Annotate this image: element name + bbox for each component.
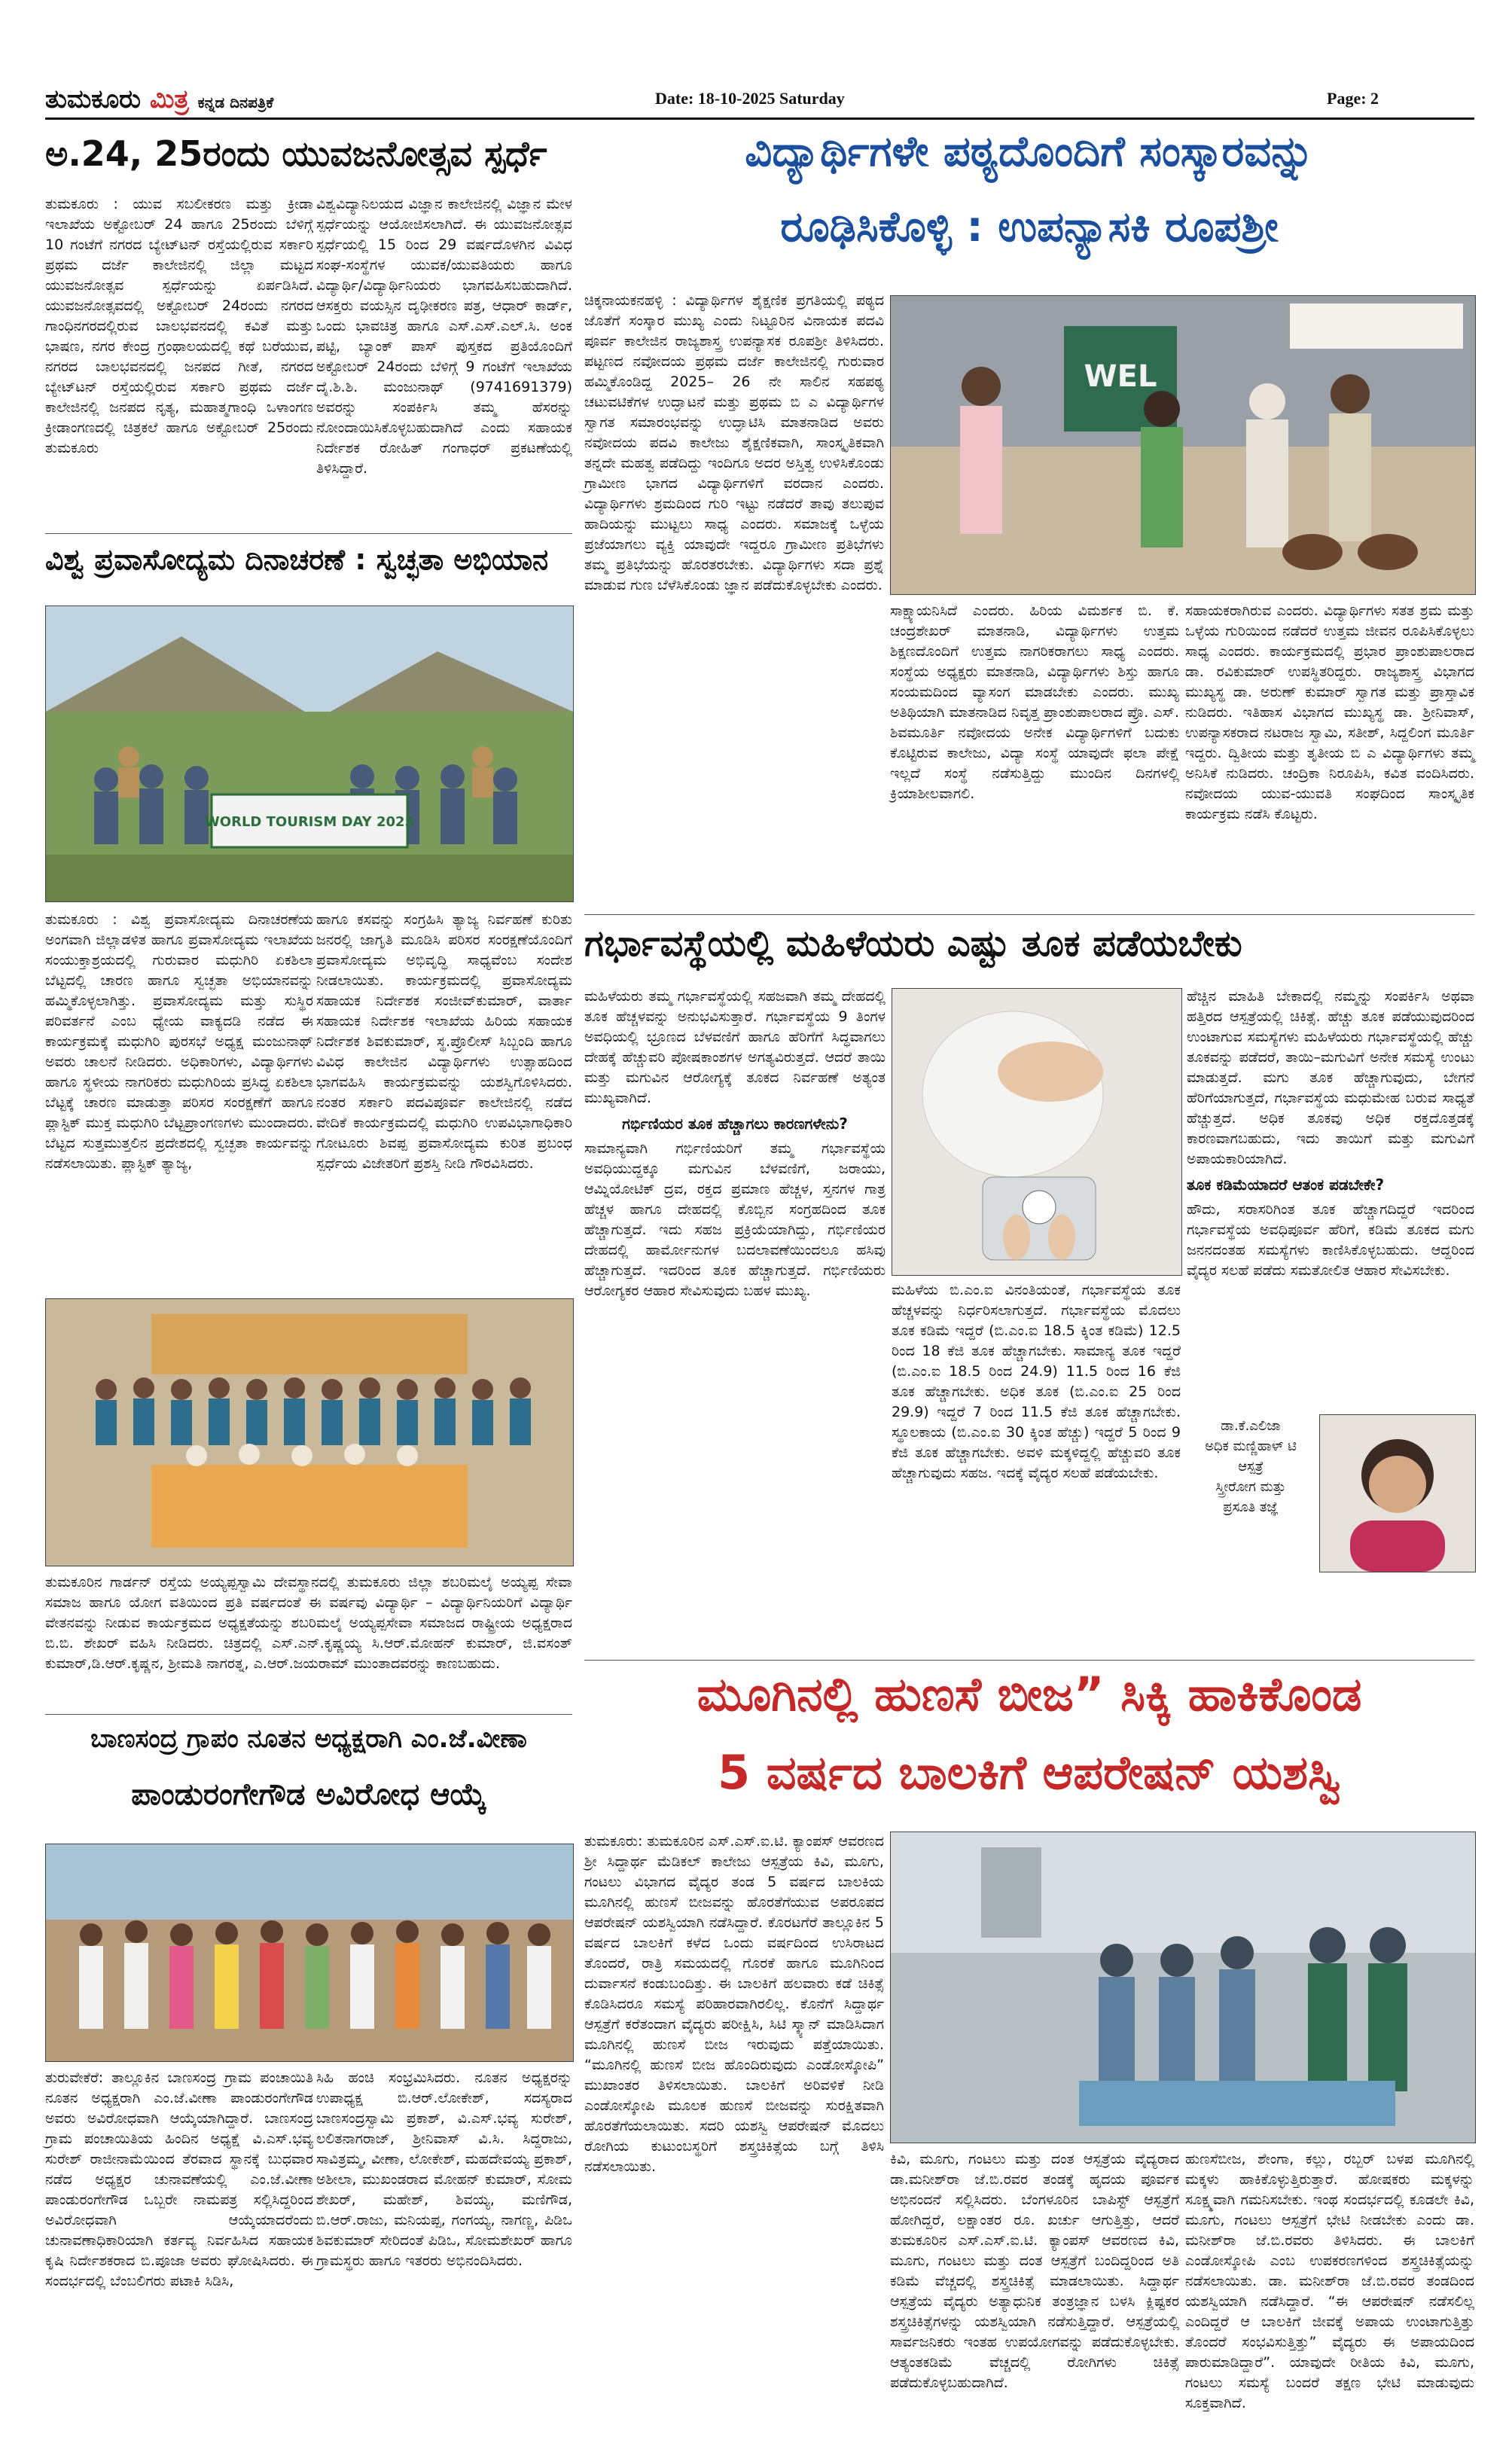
tourism-group-photo xyxy=(45,605,574,902)
youth-fest-col1: ತುಮಕೂರು : ಯುವ ಸಬಲೀಕರಣ ಮತ್ತು ಕ್ರೀಡಾ ಇಲಾಖೆಯ ಅಕ್ಟೋಬರ್ 24 ಹಾಗೂ 25ರಂದು ಬೆಳಿಗ್ಗೆ 10 ಗಂಟೆಗೆ ನಗರದ ಬ್ಯೇಟ್‌ಟನ್ ರಸ್ತೆಯಲ್ಲಿರುವ ಸರ್ಕಾರಿ ಪ್ರಥಮ ದರ್ಜೆ ಕಾಲೇಜಿನಲ್ಲಿ ಜಿಲ್ಲಾ ಮಟ್ಟದ ಯುವಜನೋತ್ಸವ ಸ್ಪರ್ಧೆಯನ್ನು ಏರ್ಪಡಿಸಿದೆ. ಯುವಜನೋತ್ಸವದಲ್ಲಿ ಅಕ್ಟೋಬರ್ 24ರಂದು ನಗರದ ಗಾಂಧಿನಗರದಲ್ಲಿರುವ ಬಾಲಭವನದಲ್ಲಿ ಕವಿತೆ ಮತ್ತು ಭಾಷಣ, ನಗರ ಕೇಂದ್ರ ಗ್ರಂಥಾಲಯದಲ್ಲಿ ಕಥೆ ಬರೆಯುವ, ನಗರದ ಬಾಲಭವನದಲ್ಲಿ ಜನಪದ ಗೀತೆ, ನಗರದ ಬ್ಯೇಟ್‌ಟನ್ ರಸ್ತೆಯಲ್ಲಿರುವ ಸರ್ಕಾರಿ ಪ್ರಥಮ ದರ್ಜೆ ಕಾಲೇಜಿನಲ್ಲಿ ಜನಪದ ನೃತ್ಯ, ಮಹಾತ್ಮಗಾಂಧಿ ಒಳಾಂಗಣ ಕ್ರೀಡಾಂಗಣದಲ್ಲಿ ಚಿತ್ರಕಲೆ ಹಾಗೂ ಅಕ್ಟೋಬರ್ 25ರಂದು ತುಮಕೂರು xyxy=(45,196,313,456)
newspaper-masthead xyxy=(45,84,273,114)
divider xyxy=(45,1714,572,1715)
ayyappa-caption: ತುಮಕೂರಿನ ಗಾರ್ಡನ್ ರಸ್ತೆಯ ಅಯ್ಯಪ್ಪಸ್ವಾಮಿ ದೇವಸ್ಥಾನದಲ್ಲಿ ತುಮಕೂರು ಜಿಲ್ಲಾ ಶಬರಿಮಲೈ ಅಯ್ಯಪ್ಪ ಸೇವಾ ಸಮಾಜ ಹಾಗೂ ಯೋಗ ವತಿಯಿಂದ ಪ್ರತಿ ವರ್ಷದಂತೆ ಈ ವರ್ಷವು ವಿದ್ಯಾರ್ಥಿ – ವಿದ್ಯಾರ್ಥಿನಿಯರಿಗೆ ವಿದ್ಯಾರ್ಥಿ ವೇತನವನ್ನು ನೀಡುವ ಕಾರ್ಯಕ್ರಮದ ಅಧ್ಯಕ್ಷತೆಯನ್ನು ಶಬರಿಮಲೈ ಅಯ್ಯಪ್ಪಸೇವಾ ಸಮಾಜದ ರಾಷ್ಟ್ರೀಯ ಅಧ್ಯಕ್ಷರಾದ ಬಿ.ಬಿ. ಶೇಖರ್ ವಹಿಸಿ ನೀಡಿದರು. ಚಿತ್ರದಲ್ಲಿ ಎಸ್.ಎನ್.ಕೃಷ್ಣಯ್ಯ ಸಿ.ಆರ್.ಮೋಹನ್ ಕುಮಾರ್, ಜಿ.ವಸಂತ್ ಕುಮಾರ್,ಡಿ.ಆರ್.ಕೃಷ್ಣನ, ಶ್ರೀಮತಿ ನಾಗರತ್ನ, ಎ.ಆರ್.ಜಯರಾಮ್ ಮುಂತಾದವರನ್ನು ಕಾಣಬಹುದು. xyxy=(45,1574,572,1672)
doctor-hospital: ಅಧಿಕ ಮಣ್ಣಿಹಾಳ್ ಟಿ xyxy=(1205,1438,1297,1454)
tourism-photo-illustration xyxy=(46,606,573,901)
masthead-name-black: ತುಮಕೂರು xyxy=(45,84,141,114)
headline-tourism: ವಿಶ್ವ ಪ್ರವಾಸೋದ್ಯಮ ದಿನಾಚರಣೆ : ಸ್ವಚ್ಛತಾ ಅಭಿಯಾನ xyxy=(45,543,549,576)
bansandra-group-photo xyxy=(45,1844,574,2062)
pregnancy-intro: ಮಹಿಳೆಯರು ತಮ್ಮ ಗರ್ಭಾವಸ್ಥೆಯಲ್ಲಿ ಸಹಜವಾಗಿ ತಮ್ಮ ದೇಹದಲ್ಲಿ ತೂಕ ಹೆಚ್ಚಳವನ್ನು ಅನುಭವಿಸುತ್ತಾರೆ. ಗರ್ಭಾವಸ್ಥೆಯ 9 ತಿಂಗಳ ಅವಧಿಯಲ್ಲಿ ಭ್ರೂಣದ ಬೆಳವಣಿಗೆ ಹಾಗೂ ಹೆರಿಗೆಗೆ ಸಿದ್ಧವಾಗಲು ದೇಹಕ್ಕೆ ಹೆಚ್ಚುವರಿ ಪೋಷಕಾಂಶಗಳ ಅಗತ್ಯವಿರುತ್ತದೆ. ಆದರೆ ತಾಯಿ ಮತ್ತು ಮಗುವಿನ ಆರೋಗ್ಯಕ್ಕೆ ತೂಕದ ನಿರ್ವಹಣೆ ಅತ್ಯಂತ ಮುಖ್ಯವಾಗಿದೆ. xyxy=(584,988,886,1106)
issue-date: Date: 18-10-2025 Saturday xyxy=(655,89,845,108)
vidyarthi-col-mid: ಸಾಕ್ಷ್ಯಾಯನಿಸಿದೆ ಎಂದರು. ಹಿರಿಯ ವಿಮರ್ಶಕ ಬಿ. ಕೆ. ಚಂದ್ರಶೇಖರ್ ಮಾತನಾಡಿ, ವಿದ್ಯಾರ್ಥಿಗಳು ಉತ್ತಮ ಶಿಕ್ಷಣದೊಂದಿಗೆ ಉತ್ತಮ ನಾಗರಿಕರಾಗಲು ಸಾಧ್ಯ ಎಂದರು. ಸಂಸ್ಥೆಯ ಅಧ್ಯಕ್ಷರು ಮಾತನಾಡಿ, ವಿದ್ಯಾರ್ಥಿಗಳು ಶಿಸ್ತು ಹಾಗೂ ಸಂಯಮದಿಂದ ವ್ಯಾಸಂಗ ಮಾಡಬೇಕು ಎಂದರು. ಮುಖ್ಯ ಅತಿಥಿಯಾಗಿ ಮಾತನಾಡಿದ ನಿವೃತ್ತ ಪ್ರಾಂಶುಪಾಲರಾದ ಪ್ರೊ. ಎಸ್. ಶಿವಮೂರ್ತಿ ನವೋದಯ ಅನೇಕ ವಿದ್ಯಾರ್ಥಿಗಳಿಗೆ ಬದುಕು ಕೊಟ್ಟಿರುವ ಕಾಲೇಜು, ವಿದ್ಯಾ ಸಂಸ್ಥೆ ಯಾವುದೇ ಫಲಾ ಪೇಕ್ಷೆ ಇಲ್ಲದೆ ಸಂಸ್ಥೆ ನಡೆಸುತ್ತಿದ್ದು ಮುಂದಿನ ದಿನಗಳಲ್ಲಿ ಕ್ರಿಯಾಶೀಲವಾಗಲಿ. xyxy=(890,602,1179,802)
doctor-portrait-illustration xyxy=(1320,1415,1475,1572)
divider xyxy=(45,533,572,534)
pregnancy-photo-illustration xyxy=(892,989,1181,1275)
divider xyxy=(584,914,1474,915)
vidyarthi-event-photo xyxy=(890,295,1476,595)
seed-col2: ಕಿವಿ, ಮೂಗು, ಗಂಟಲು ಮತ್ತು ದಂತ ಆಸ್ಪತ್ರೆಯ ವೈದ್ಯರಾದ ಡಾ.ಮನೀಶ್‌ರಾ ಜೆ.ಬಿ.ರವರ ತಂಡಕ್ಕೆ ಹೃದಯ ಪೂರ್ವಕ ಅಭಿನಂದನೆ ಸಲ್ಲಿಸಿದರು. ಬೆಂಗಳೂರಿನ ಬಾಪಿಸ್ಟ್ ಆಸ್ಪತ್ರೆಗೆ ಹೋಗಿದ್ದರೆ, ಲಕ್ಷಾಂತರ ರೂ. ಖರ್ಚು ಆಗುತ್ತಿತ್ತು, ಆದರೆ ತುಮಕೂರಿನ ಎಸ್.ಎಸ್.ಐ.ಟಿ. ಕ್ಯಾಂಪಸ್ ಆವರಣದ ಕಿವಿ, ಮೂಗು, ಗಂಟಲು ಮತ್ತು ದಂತ ಆಸ್ಪತ್ರೆಗೆ ಬಂದಿದ್ದರಿಂದ ಅತಿ ಕಡಿಮೆ ವೆಚ್ಚದಲ್ಲಿ ಶಸ್ತ್ರಚಿಕಿತ್ಸೆ ಮಾಡಲಾಯಿತು. ಸಿದ್ದಾರ್ಥ ಆಸ್ಪತ್ರೆಯ ವೈದ್ಯರು ಅತ್ಯಾಧುನಿಕ ತಂತ್ರಜ್ಞಾನ ಬಳಸಿ ಕ್ಲಿಷ್ಟಕರ ಶಸ್ತ್ರಚಿಕಿತ್ಸೆಗಳನ್ನು ಯಶಸ್ವಿಯಾಗಿ ನಡೆಸುತ್ತಿದ್ದಾರೆ. ಆಸ್ಪತ್ರೆಯಲ್ಲಿ ಸಾರ್ವಜನಿಕರು ಇಂತಹ ಉಪಯೋಗವನ್ನು ಪಡೆದುಕೊಳ್ಳಬೇಕು. ಆತ್ಯಂತಕಡಿಮೆ ವೆಚ್ಚದಲ್ಲಿ ರೋಗಿಗಳು ಚಿಕಿತ್ಸೆ ಪಡೆದುಕೊಳ್ಳಬಹುದಾಗಿದೆ. xyxy=(890,2151,1179,2391)
doctor-portrait xyxy=(1319,1414,1476,1572)
board-text: WEL xyxy=(1084,359,1157,394)
page-number: Page: 2 xyxy=(1327,89,1379,108)
pregnancy-body: ಸಾಮಾನ್ಯವಾಗಿ ಗರ್ಭಿಣಿಯರಿಗೆ ತಮ್ಮ ಗರ್ಭಾವಸ್ಥೆಯ ಅವಧಿಯುದ್ದಕ್ಕೂ ಮಗುವಿನ ಬೆಳವಣಿಗೆ, ಜರಾಯು, ಆಮ್ನಿಯೋಟಿಕ್ ದ್ರವ, ರಕ್ತದ ಪ್ರಮಾಣ ಹೆಚ್ಚಳ, ಸ್ತನಗಳ ಗಾತ್ರ ಹೆಚ್ಚಳ ಹಾಗೂ ದೇಹದಲ್ಲಿ ಕೊಬ್ಬಿನ ಸಂಗ್ರಹದಿಂದ ತೂಕ ಹೆಚ್ಚಾಗುತ್ತದೆ. ಇದು ಸಹಜ ಪ್ರಕ್ರಿಯೆಯಾಗಿದ್ದು, ಗರ್ಭಿಣಿಯರ ದೇಹದಲ್ಲಿ ಹಾರ್ಮೋನುಗಳ ಬದಲಾವಣೆಯಿಂದಲೂ ಹಸಿವು ಹೆಚ್ಚಾಗುತ್ತದೆ. ಇದರಿಂದ ತೂಕ ಹೆಚ್ಚಾಗುತ್ತದೆ. ಗರ್ಭಿಣಿಯರು ಆರೋಗ್ಯಕರ ಆಹಾರ ಸೇವಿಸುವುದು ಬಹಳ ಮುಖ್ಯ. xyxy=(584,1140,886,1299)
pregnancy-scale-photo xyxy=(892,988,1182,1276)
pregnancy-col1 xyxy=(584,987,886,1652)
vidyarthi-col-left-top: ಚಿಕ್ಕನಾಯಕನಹಳ್ಳಿ : ವಿದ್ಯಾರ್ಥಿಗಳ ಶೈಕ್ಷಣಿಕ ಪ್ರಗತಿಯಲ್ಲಿ ಪಠ್ಯದ ಜೊತೆಗೆ ಸಂಸ್ಕಾರ ಮುಖ್ಯ ಎಂದು ನಿಟ್ಟೂರಿನ ವಿನಾಯಕ ಪದವಿ ಪೂರ್ವ ಕಾಲೇಜಿನ ರಾಜ್ಯಶಾಸ್ತ್ರ ಉಪನ್ಯಾಸಕ ರೂಪಶ್ರೀ ತಿಳಿಸಿದರು. ಪಟ್ಟಣದ ನವೋದಯ ಪ್ರಥಮ ದರ್ಜೆ ಕಾಲೇಜಿನಲ್ಲಿ ಗುರುವಾರ ಹಮ್ಮಿಕೊಂಡಿದ್ದ 2025– 26 ನೇ ಸಾಲಿನ ಸಹಪಠ್ಯ ಚಟುವಟಿಕೆಗಳ ಉದ್ಘಾಟನೆ ಮತ್ತು ಪ್ರಥಮ ಬಿ ಎ ವಿದ್ಯಾರ್ಥಿಗಳ ಸ್ವಾಗತ ಸಮಾರಂಭವನ್ನು ಉದ್ಘಾಟಿಸಿ ಮಾತನಾಡಿದ ಅವರು ನವೋದಯ ಪದವಿ ಕಾಲೇಜು ಶೈಕ್ಷಣಿಕವಾಗಿ, ಸಾಂಸ್ಕೃತಿಕವಾಗಿ ತನ್ನದೇ ಮಹತ್ವ ಪಡೆದಿದ್ದು ಇಂದಿಗೂ ಅದರ ಅಸ್ತಿತ್ವ ಉಳಿಸಿಕೊಂಡು ಗ್ರಾಮೀಣ ಭಾಗದ ವಿದ್ಯಾರ್ಥಿಗಳಿಗೆ ವರದಾನ ಎಂದರು. ವಿದ್ಯಾರ್ಥಿಗಳು ಶ್ರಮದಿಂದ ಗುರಿ ಇಟ್ಟು ನಡೆದರೆ ತಾವು ತಲುಪುವ ಹಾದಿಯನ್ನು ಮುಟ್ಟಲು ಸಾಧ್ಯ ಎಂದರು. ಸಮಾಜಕ್ಕೆ ಒಳ್ಳೆಯ ಪ್ರಜೆಯಾಗಲು ವ್ಯಕ್ತಿ ಯಾವುದೇ ಇದ್ದರೂ ಗ್ರಾಮೀಣ ಪ್ರತಿಭೆಗಳು ತಮ್ಮ ಪ್ರತಿಭೆಯನ್ನು ಹೊರತರಬೇಕು. ವಿದ್ಯಾರ್ಥಿಗಳು ಸದಾ ಪ್ರಶ್ನೆ ಮಾಡುವ ಗುಣ ಬೆಳೆಸಿಕೊಂಡು ಜ್ಞಾನ ಪಡೆದುಕೊಳ್ಳಬೇಕು ಎಂದರು. xyxy=(584,292,884,593)
bansandra-col1: ತುರುವೇಕೆರೆ: ತಾಲ್ಲೂಕಿನ ಬಾಣಸಂದ್ರ ಗ್ರಾಮ ಪಂಚಾಯಿತಿ ನೂತನ ಅಧ್ಯಕ್ಷರಾಗಿ ಎಂ.ಜೆ.ವೀಣಾ ಪಾಂಡುರಂಗೇಗೌಡ ಅವರು ಅವಿರೋಧವಾಗಿ ಆಯ್ಕೆಯಾಗಿದ್ದಾರೆ. ಬಾಣಸಂದ್ರ ಗ್ರಾಮ ಪಂಚಾಯಿತಿಯ ಹಿಂದಿನ ಅಧ್ಯಕ್ಷೆ ವಿ.ಎಸ್.ಭವ್ಯ ಸುರೇಶ್ ರಾಜೀನಾಮೆಯಿಂದ ತೆರವಾದ ಸ್ಥಾನಕ್ಕೆ ಬುಧವಾರ ನಡೆದ ಅಧ್ಯಕ್ಷರ ಚುನಾವಣೆಯಲ್ಲಿ ಎಂ.ಜೆ.ವೀಣಾ ಪಾಂಡುರಂಗೇಗೌಡ ಒಬ್ಬರೇ ನಾಮಪತ್ರ ಸಲ್ಲಿಸಿದ್ದರಿಂದ ಅವಿರೋಧವಾಗಿ ಆಯ್ಕೆಯಾದರೆಂದು ಚುನಾವಣಾಧಿಕಾರಿಯಾಗಿ ಕರ್ತವ್ಯ ನಿರ್ವಹಿಸಿದ ಸಹಾಯಕ ಕೃಷಿ ನಿರ್ದೇಶಕರಾದ ಬಿ.ಪೂಜಾ ಅವರು ಘೋಷಿಸಿದರು. ಈ ಸಂದರ್ಭದಲ್ಲಿ ಬೆಂಬಲಿಗರು ಪಟಾಕಿ ಸಿಡಿಸಿ, xyxy=(45,2069,313,2289)
ayyappa-scholarship-photo xyxy=(45,1298,574,1566)
bansandra-photo-illustration xyxy=(46,1844,573,2061)
bansandra-col2: ಸಿಹಿ ಹಂಚಿ ಸಂಭ್ರಮಿಸಿದರು. ನೂತನ ಅಧ್ಯಕ್ಷರನ್ನು ಉಪಾಧ್ಯಕ್ಷ ಬಿ.ಆರ್.ಲೋಕೇಶ್, ಸದಸ್ಯರಾದ ಬಾಣಸಂದ್ರಸ್ವಾಮಿ ಪ್ರಕಾಶ್, ವಿ.ಎಸ್.ಭವ್ಯ ಸುರೇಶ್, ಲಲಿತನಾಗರಾಜ್, ಶ್ರೀನಿವಾಸ್ ವಿ.ಸಿ. ಸಿದ್ದರಾಜು, ಸಾವಿತ್ರಮ್ಮ, ವೀಣಾ, ಲೋಕೇಶ್, ಮಹದೇವಯ್ಯ ಪ್ರಕಾಶ್, ಅಶೀಲಾ, ಮುಖಂಡರಾದ ಮೋಹನ್ ಕುಮಾರ್, ಸೋಮ ಶೇಖರ್, ಮಹೇಶ್, ಶಿವಯ್ಯ, ಮಣಿಗೌಡ, ಬಿ.ಆರ್.ರಾಜು, ಮನಿಯಪ್ಪ, ಗಂಗಯ್ಯ, ನಾಗಣ್ಣ, ಪಿಡಿಒ ಶಿವಕುಮಾರ್ ಸೇರಿದಂತೆ ಪಿಡಿಒ, ಸೋಮಶೇಖರ್ ಹಾಗೂ ಗ್ರಾಮಸ್ಥರು ಹಾಗೂ ಇತರರು ಅಭಿನಂದಿಸಿದರು. xyxy=(316,2069,572,2269)
doctor-dept: ಸ್ತ್ರೀರೋಗ ಮತ್ತು xyxy=(1215,1479,1286,1495)
operation-theatre-photo xyxy=(890,1832,1476,2143)
headline-vidyarthi-line2: ರೂಢಿಸಿಕೊಳ್ಳಿ : ಉಪನ್ಯಾಸಕಿ ರೂಪಶ್ರೀ xyxy=(780,203,1279,252)
doctor-name: ಡಾ.ಕೆ.ಎಲಿಜಾ xyxy=(1221,1418,1281,1434)
pregnancy-subhead2: ತೂಕ ಕಡಿಮೆಯಾದರೆ ಆತಂಕ ಪಡಬೇಕೇ? xyxy=(1187,1175,1385,1194)
tourism-col1: ತುಮಕೂರು : ವಿಶ್ವ ಪ್ರವಾಸೋದ್ಯಮ ದಿನಾಚರಣೆಯ ಅಂಗವಾಗಿ ಜಿಲ್ಲಾಡಳಿತ ಹಾಗೂ ಪ್ರವಾಸೋದ್ಯಮ ಇಲಾಖೆಯ ಸಂಯುಕ್ತಾಶ್ರಯದಲ್ಲಿ ಗುರುವಾರ ಮಧುಗಿರಿ ಏಕಶಿಲಾ ಬೆಟ್ಟದಲ್ಲಿ ಚಾರಣ ಹಾಗೂ ಸ್ವಚ್ಛತಾ ಅಭಿಯಾನವನ್ನು ಹಮ್ಮಿಕೊಳ್ಳಲಾಗಿತ್ತು. ಪ್ರವಾಸೋದ್ಯಮ ಮತ್ತು ಸುಸ್ಥಿರ ಪರಿವರ್ತನೆ ಎಂಬ ಧ್ಯೇಯ ವಾಕ್ಯದಡಿ ನಡೆದ ಈ ಕಾರ್ಯಕ್ರಮಕ್ಕೆ ಮಧುಗಿರಿ ಪುರಸಭೆ ಅಧ್ಯಕ್ಷ ಮಂಜುನಾಥ್ ಅವರು ಚಾಲನೆ ನೀಡಿದರು. ಅಧಿಕಾರಿಗಳು, ವಿದ್ಯಾರ್ಥಿಗಳು ಹಾಗೂ ಸ್ಥಳೀಯ ನಾಗರಿಕರು ಮಧುಗಿರಿಯ ಪ್ರಸಿದ್ಧ ಏಕಶಿಲಾ ಬೆಟ್ಟಕ್ಕೆ ಚಾರಣ ಮಾಡುತ್ತಾ ಪರಿಸರ ಸಂರಕ್ಷಣೆಗೆ ಹಾಗೂ ಪ್ಲಾಸ್ಟಿಕ್ ಮುಕ್ತ ಮಧುಗಿರಿ ಬೆಟ್ಟಪ್ರಾಂಗಣಗಳು ಮುಂದಾದರು. ಬೆಟ್ಟದ ಸುತ್ತಮುತ್ತಲಿನ ಪ್ರದೇಶದಲ್ಲಿ ಸ್ವಚ್ಛತಾ ಕಾರ್ಯವನ್ನು ನಡೆಸಲಾಯಿತು. ಪ್ಲಾಸ್ಟಿಕ್ ತ್ಯಾಜ್ಯ, xyxy=(45,911,313,1172)
pregnancy-col3-body: ಹೆಚ್ಚಿನ ಮಾಹಿತಿ ಬೇಕಾದಲ್ಲಿ ನಮ್ಮನ್ನು ಸಂಪರ್ಕಿಸಿ ಅಥವಾ ಹತ್ತಿರದ ಆಸ್ಪತ್ರೆಯಲ್ಲಿ ಚಿಕಿತ್ಸೆ. ಹೆಚ್ಚು ತೂಕ ಪಡೆಯುವುದರಿಂದ ಉಂಟಾಗುವ ಸಮಸ್ಯೆಗಳು ಮಹಿಳೆಯರು ಗರ್ಭಾವಸ್ಥೆಯಲ್ಲಿ ಹೆಚ್ಚು ತೂಕವನ್ನು ಪಡೆದರೆ, ತಾಯಿ–ಮಗುವಿಗೆ ಅನೇಕ ಸಮಸ್ಯೆ ಉಂಟು ಮಾಡುತ್ತದೆ. ಮಗು ತೂಕ ಹೆಚ್ಚಾಗುವುದು, ಬೇಗನೆ ಹೆರಿಗೆಯಾಗುತ್ತದೆ, ಗರ್ಭಾವಸ್ಥೆಯ ಮಧುಮೇಹ ಬರುವ ಸಾಧ್ಯತೆ ಹೆಚ್ಚುತ್ತದೆ. ಅಧಿಕ ತೂಕವು ಅಧಿಕ ರಕ್ತದೊತ್ತಡಕ್ಕೆ ಕಾರಣವಾಗಬಹುದು, ಇದು ತಾಯಿಗೆ ಮತ್ತು ಮಗುವಿಗೆ ಅಪಾಯಕಾರಿಯಾಗಿದೆ. xyxy=(1187,988,1474,1167)
divider xyxy=(584,1660,1474,1661)
pregnancy-subhead: ಗರ್ಭಿಣಿಯರ ತೂಕ ಹೆಚ್ಚಾಗಲು ಕಾರಣಗಳೇನು? xyxy=(622,1114,848,1133)
seed-col3: ಹುಣಸೆಬೀಜ, ಶೇಂಗಾ, ಕಲ್ಲು, ರಬ್ಬರ್ ಬಳಪ ಮೂಗಿನಲ್ಲಿ ಮಕ್ಕಳು ಹಾಕಿಕೊಳ್ಳುತ್ತಿರುತ್ತಾರೆ. ಹೋಷಕರು ಮಕ್ಕಳನ್ನು ಸೂಕ್ಷ್ಮವಾಗಿ ಗಮನಿಸಬೇಕು. ಇಂಥ ಸಂದರ್ಭದಲ್ಲಿ ಕೂಡಲೇ ಕಿವಿ, ಮೂಗು, ಗಂಟಲು ಆಸ್ಪತ್ರೆಗೆ ಭೇಟಿ ನೀಡಬೇಕು ಎಂದು ಡಾ. ಮನೀಶ್‌ರಾ ಜೆ.ಬಿ.ರವರು ತಿಳಿಸಿದರು. ಈ ಬಾಲಕಿಗೆ ಎಂಡೋಸ್ಕೋಪಿ ಎಂಬ ಉಪಕರಣಗಳಿಂದ ಶಸ್ತ್ರಚಿಕಿತ್ಸೆಯನ್ನು ನಡೆಸಲಾಯಿತು. ಡಾ. ಮನೀಶ್‌ರಾ ಜೆ.ಬಿ.ರವರ ತಂಡದಿಂದ ಯಶಸ್ವಿಯಾಗಿ ನಡೆಸಿದ್ದಾರೆ. “ಈ ಆಪರೇಷನ್ ನಡೆಸಲಿಲ್ಲ ಎಂದಿದ್ದರೆ ಆ ಬಾಲಕಿಗೆ ಜೀವಕ್ಕೆ ಅಪಾಯ ಉಂಟಾಗುತ್ತಿತ್ತು ತೊಂದರೆ ಸಂಭವಿಸುತ್ತಿತ್ತು” ವೈದ್ಯರು ಈ ಅಪಾಯದಿಂದ ಪಾರುಮಾಡಿದ್ದಾರೆ”. ಯಾವುದೇ ರೀತಿಯ ಕಿವಿ, ಮೂಗು, ಗಂಟಲು ಸಮಸ್ಯೆ ಬಂದರೆ ತಕ್ಷಣ ಭೇಟಿ ಮಾಡುವುದು ಸೂಕ್ತವಾಗಿದೆ. xyxy=(1185,2151,1474,2411)
seed-col1: ತುಮಕೂರು: ತುಮಕೂರಿನ ಎಸ್.ಎಸ್.ಐ.ಟಿ. ಕ್ಯಾಂಪಸ್ ಆವರಣದ ಶ್ರೀ ಸಿದ್ದಾರ್ಥ ಮೆಡಿಕಲ್ ಕಾಲೇಜು ಆಸ್ಪತ್ರೆಯ ಕಿವಿ, ಮೂಗು, ಗಂಟಲು ವಿಭಾಗದ ವೈದ್ಯರ ತಂಡ 5 ವರ್ಷದ ಬಾಲಕಿಯ ಮೂಗಿನಲ್ಲಿ ಹುಣಸೆ ಬೀಜವನ್ನು ಹೊರತೆಗೆಯುವ ಅಪರೂಪದ ಆಪರೇಷನ್ ಯಶಸ್ವಿಯಾಗಿ ನಡೆಸಿದ್ದಾರೆ. ಕೊರಟಗೆರೆ ತಾಲ್ಲೂಕಿನ 5 ವರ್ಷದ ಬಾಲಕಿಗೆ ಕಳೆದ ಒಂದು ವರ್ಷದಿಂದ ಉಸಿರಾಟದ ತೊಂದರೆ, ರಾತ್ರಿ ಸಮಯದಲ್ಲಿ ಗೊರಕೆ ಹಾಗೂ ಮೂಗಿನಿಂದ ದುರ್ವಾಸನೆ ಕಂಡುಬಂದಿತ್ತು. ಈ ಬಾಲಕಿಗೆ ಹಲವಾರು ಕಡೆ ಚಿಕಿತ್ಸೆ ಕೊಡಿಸಿದರೂ ಸಮಸ್ಯೆ ಪರಿಹಾರವಾಗಿರಲಿಲ್ಲ. ಕೊನೆಗೆ ಸಿದ್ದಾರ್ಥ ಆಸ್ಪತ್ರೆಗೆ ಕರೆತಂದಾಗ ವೈದ್ಯರು ಪರೀಕ್ಷಿಸಿ, ಸಿಟಿ ಸ್ಕ್ಯಾನ್ ಮಾಡಿಸಿದಾಗ ಮೂಗಿನಲ್ಲಿ ಹುಣಸೆ ಬೀಜ ಇರುವುದು ಪತ್ತೆಯಾಯಿತು. “ಮೂಗಿನಲ್ಲಿ ಹುಣಸೆ ಬೀಜ ಹೊಂದಿರುವುದು ಎಂಡೋಸ್ಕೋಪಿ” ಮುಖಾಂತರ ತಿಳಿಸಲಾಯಿತು. ಬಾಲಕಿಗೆ ಅರಿವಳಿಕೆ ನೀಡಿ ಎಂಡೋಸ್ಕೋಪಿ ಮೂಲಕ ಹುಣಸೆ ಬೀಜವನ್ನು ಸುರಕ್ಷಿತವಾಗಿ ಹೊರತೆಗೆಯಲಾಯಿತು. ಸದರಿ ಯಶಸ್ವಿ ಆಪರೇಷನ್ ಮೊದಲು ರೋಗಿಯ ಕುಟುಂಬಸ್ಥರಿಗೆ ಶಸ್ತ್ರಚಿಕಿತ್ಸೆಯ ಬಗ್ಗೆ ತಿಳಿಸಿ ನಡೆಸಲಾಯಿತು. xyxy=(584,1833,884,2175)
operation-photo-illustration xyxy=(891,1832,1475,2143)
vidyarthi-col-left-bottom xyxy=(584,756,884,908)
doctor-hospital-2: ಆಸ್ಪತ್ರೆ xyxy=(1238,1459,1264,1475)
pregnancy-col3b: ಹೌದು, ಸರಾಸರಿಗಿಂತ ತೂಕ ಹೆಚ್ಚಾಗದಿದ್ದರೆ ಇದರಿಂದ ಗರ್ಭಾವಸ್ಥೆಯ ಅವಧಿಪೂರ್ವ ಹೆರಿಗೆ, ಕಡಿಮೆ ತೂಕದ ಮಗು ಜನನದಂತಹ ಸಮಸ್ಯೆಗಳು ಕಾಣಿಸಿಕೊಳ್ಳಬಹುದು. ಆದ್ದರಿಂದ ವೈದ್ಯರ ಸಲಹೆ ಪಡೆದು ಸಮತೋಲಿತ ಆಹಾರ ಸೇವಿಸಬೇಕು. xyxy=(1187,1201,1474,1280)
headline-youth-fest: ಅ.24, 25ರಂದು ಯುವಜನೋತ್ಸವ ಸ್ಪರ್ಧೆ xyxy=(45,133,547,174)
masthead-subtitle: ಕನ್ನಡ ದಿನಪತ್ರಿಕೆ xyxy=(197,93,274,111)
pregnancy-col3 xyxy=(1187,987,1474,1408)
header-rule xyxy=(45,117,1474,120)
youth-fest-col2: ವಿಶ್ವವಿದ್ಯಾನಿಲಯದ ವಿಜ್ಞಾನ ಕಾಲೇಜಿನಲ್ಲಿ ವಿಜ್ಞಾನ ಮೇಳ ಸ್ಪರ್ಧೆಯನ್ನು ಆಯೋಜಿಸಲಾಗಿದೆ. ಈ ಯುವಜನೋತ್ಸವ ಸ್ಪರ್ಧೆಯಲ್ಲಿ 15 ರಿಂದ 29 ವರ್ಷದೊಳಗಿನ ವಿವಿಧ ಸಂಘ-ಸಂಸ್ಥೆಗಳ ಯುವಕ/ಯುವತಿಯರು ಹಾಗೂ ವಿದ್ಯಾರ್ಥಿ/ವಿದ್ಯಾರ್ಥಿನಿಯರು ಭಾಗವಹಿಸಬಹುದಾಗಿದೆ. ಆಸಕ್ತರು ವಯಸ್ಸಿನ ದೃಢೀಕರಣ ಪತ್ರ, ಆಧಾರ್ ಕಾರ್ಡ್, ಒಂದು ಭಾವಚಿತ್ರ ಹಾಗೂ ಎಸ್.ಎಸ್.ಎಲ್.ಸಿ. ಅಂಕ ಪಟ್ಟಿ, ಬ್ಯಾಂಕ್ ಪಾಸ್ ಪುಸ್ತಕದ ಪ್ರತಿಯೊಂದಿಗೆ ಅಕ್ಟೋಬರ್ 24ರಂದು ಬೆಳಿಗ್ಗೆ 9 ಗಂಟೆಗೆ ಇಲಾಖೆಯ ದೈ.ಶಿ.ಶಿ. ಮಂಜುನಾಥ್ (9741691379) ಅವರನ್ನು ಸಂಪರ್ಕಿಸಿ ತಮ್ಮ ಹೆಸರನ್ನು ನೋಂದಾಯಿಸಿಕೊಳ್ಳಬಹುದಾಗಿದೆ ಎಂದು ಸಹಾಯಕ ನಿರ್ದೇಶಕ ರೋಹಿತ್ ಗಂಗಾಧರ್ ಪ್ರಕಟಣೆಯಲ್ಲಿ ತಿಳಿಸಿದ್ದಾರೆ. xyxy=(316,196,572,477)
doctor-dept-2: ಪ್ರಸೂತಿ ತಜ್ಞೆ xyxy=(1223,1499,1279,1515)
masthead-name-red: ಮಿತ್ರ xyxy=(149,84,189,114)
tourism-col2: ಹಾಗೂ ಕಸವನ್ನು ಸಂಗ್ರಹಿಸಿ ತ್ಯಾಜ್ಯ ನಿರ್ವಹಣೆ ಕುರಿತು ಜನರಲ್ಲಿ ಜಾಗೃತಿ ಮೂಡಿಸಿ ಪರಿಸರ ಸಂರಕ್ಷಣೆಯೊಂದಿಗೆ ಪ್ರವಾಸೋದ್ಯಮ ಅಭಿವೃದ್ಧಿ ಸಾಧ್ಯವೆಂಬ ಸಂದೇಶ ನೀಡಲಾಯಿತು. ಕಾರ್ಯಕ್ರಮದಲ್ಲಿ ಪ್ರವಾಸೋದ್ಯಮ ಸಹಾಯಕ ನಿರ್ದೇಶಕ ಸಂಜೀವ್‌ಕುಮಾರ್, ವಾರ್ತಾ ಸಹಾಯಕ ನಿರ್ದೇಶಕ ಇಲಾಖೆಯ ಹಿರಿಯ ಸಹಾಯಕ ನಿರ್ದೇಶಕ ಶಿವಕುಮಾರ್, ಸ್ಥ.ಪ್ರೊಲೀಸ್ ಸಿಬ್ಬಂದಿ ಹಾಗೂ ವಿವಿಧ ಕಾಲೇಜಿನ ವಿದ್ಯಾರ್ಥಿಗಳು ಉತ್ಸಾಹದಿಂದ ಭಾಗವಹಿಸಿ ಕಾರ್ಯಕ್ರಮವನ್ನು ಯಶಸ್ವಿಗೊಳಿಸಿದರು. ನಂತರ ಸರ್ಕಾರಿ ಪದವಿಪೂರ್ವ ಕಾಲೇಜಿನಲ್ಲಿ ನಡೆದ ವೇದಿಕೆ ಕಾರ್ಯಕ್ರಮದಲ್ಲಿ ಮಧುಗಿರಿ ಉಪವಿಭಾಗಾಧಿಕಾರಿ ಗೋಟೂರು ಶಿವಪ್ಪ ಪ್ರವಾಸೋದ್ಯಮ ಕುರಿತ ಪ್ರಬಂಧ ಸ್ಪರ್ಧೆಯ ವಿಜೇತರಿಗೆ ಪ್ರಶಸ್ತಿ ನೀಡಿ ಗೌರವಿಸಿದರು. xyxy=(316,911,572,1172)
headline-bansandra-line2: ಪಾಂಡುರಂಗೇಗೌಡ ಅವಿರೋಧ ಆಯ್ಕೆ xyxy=(131,1777,486,1812)
headline-pregnancy: ಗರ್ಭಾವಸ್ಥೆಯಲ್ಲಿ ಮಹಿಳೆಯರು ಎಷ್ಟು ತೂಕ ಪಡೆಯಬೇಕು xyxy=(584,923,1242,965)
pregnancy-col2: ಮಹಿಳೆಯ ಬಿ.ಎಂ.ಐ ವಿನಂತಿಯಂತೆ, ಗರ್ಭಾವಸ್ಥೆಯ ತೂಕ ಹೆಚ್ಚಳವನ್ನು ನಿರ್ಧರಿಸಲಾಗುತ್ತದೆ. ಗರ್ಭಾವಸ್ಥೆಯ ಮೊದಲು ತೂಕ ಕಡಿಮೆ ಇದ್ದರೆ (ಬಿ.ಎಂ.ಐ 18.5 ಕ್ಕಿಂತ ಕಡಿಮೆ) 12.5 ರಿಂದ 18 ಕೆಜಿ ತೂಕ ಹೆಚ್ಚಾಗಬೇಕು. ಸಾಮಾನ್ಯ ತೂಕ ಇದ್ದರೆ (ಬಿ.ಎಂ.ಐ 18.5 ರಿಂದ 24.9) 11.5 ರಿಂದ 16 ಕೆಜಿ ತೂಕ ಹೆಚ್ಚಾಗಬೇಕು. ಅಧಿಕ ತೂಕ (ಬಿ.ಎಂ.ಐ 25 ರಿಂದ 29.9) ಇದ್ದರೆ 7 ರಿಂದ 11.5 ಕೆಜಿ ತೂಕ ಹೆಚ್ಚಾಗಬೇಕು. ಸ್ಥೂಲಕಾಯ (ಬಿ.ಎಂ.ಐ 30 ಕ್ಕಿಂತ ಹೆಚ್ಚು) ಇದ್ದರೆ 5 ರಿಂದ 9 ಕೆಜಿ ತೂಕ ಹೆಚ್ಚಾಗಬೇಕು. ಅವಳಿ ಮಕ್ಕಳಿದ್ದಲ್ಲಿ ಹೆಚ್ಚುವರಿ ತೂಕ ಹೆಚ್ಚಾಗುವುದು ಸಹಜ. ಇದಕ್ಕೆ ವೈದ್ಯರ ಸಲಹೆ ಪಡೆಯಬೇಕು. xyxy=(892,1282,1181,1481)
headline-seed-line1: ಮೂಗಿನಲ್ಲಿ ಹುಣಸೆ ಬೀಜ” ಸಿಕ್ಕಿ ಹಾಕಿಕೊಂಡ xyxy=(697,1667,1362,1722)
vidyarthi-photo-illustration xyxy=(891,296,1475,594)
headline-seed-line2: 5 ವರ್ಷದ ಬಾಲಕಿಗೆ ಆಪರೇಷನ್ ಯಶಸ್ವಿ xyxy=(718,1745,1341,1800)
ayyappa-photo-illustration xyxy=(46,1299,573,1566)
headline-bansandra-line1: ಬಾಣಸಂದ್ರ ಗ್ರಾಪಂ ನೂತನ ಅಧ್ಯಕ್ಷರಾಗಿ ಎಂ.ಜೆ.ವೀಣಾ xyxy=(90,1724,527,1754)
tourism-banner-text: WORLD TOURISM DAY 2025 xyxy=(204,814,415,830)
vidyarthi-col-right: ಸಹಾಯಕರಾಗಿರುವ ಎಂದರು. ವಿದ್ಯಾರ್ಥಿಗಳು ಸತತ ಶ್ರಮ ಮತ್ತು ಒಳ್ಳೆಯ ಗುರಿಯಿಂದ ನಡೆದರೆ ಉತ್ತಮ ಜೀವನ ರೂಪಿಸಿಕೊಳ್ಳಲು ಸಾಧ್ಯ ಎಂದರು. ಕಾರ್ಯಕ್ರಮದಲ್ಲಿ ಪ್ರಭಾರ ಪ್ರಾಂಶುಪಾಲರಾದ ಡಾ. ರವಿಕುಮಾರ್ ಉಪಸ್ಥಿತರಿದ್ದರು. ರಾಜ್ಯಶಾಸ್ತ್ರ ವಿಭಾಗದ ಮುಖ್ಯಸ್ಥ ಡಾ. ಅರುಣ್ ಕುಮಾರ್ ಸ್ವಾಗತ ಮತ್ತು ಪ್ರಾಸ್ತಾವಿಕ ನುಡಿದರು. ಇತಿಹಾಸ ವಿಭಾಗದ ಮುಖ್ಯಸ್ಥ ಡಾ. ಶ್ರೀನಿವಾಸ್, ಉಪನ್ಯಾಸಕರಾದ ನಟರಾಜ ಸ್ವಾಮಿ, ಸತೀಶ್, ಸಿದ್ದಲಿಂಗ ಮೂರ್ತಿ ಇದ್ದರು. ದ್ವಿತೀಯ ಮತ್ತು ತೃತೀಯ ಬಿ ಎ ವಿದ್ಯಾರ್ಥಿಗಳು ತಮ್ಮ ಅನಿಸಿಕೆ ನುಡಿದರು. ಚಂದ್ರಿಕಾ ನಿರೂಪಿಸಿ, ಕವಿತ ವಂದಿಸಿದರು. ನವೋದಯ ಯುವ-ಯುವತಿ ಸಂಘದಿಂದ ಸಾಂಸ್ಕೃತಿಕ ಕಾರ್ಯಕ್ರಮ ನಡೆಸಿ ಕೊಟ್ಟರು. xyxy=(1185,602,1474,822)
doctor-signature-block xyxy=(1187,1416,1315,1517)
headline-vidyarthi-line1: ವಿದ್ಯಾರ್ಥಿಗಳೇ ಪಠ್ಯದೊಂದಿಗೆ ಸಂಸ್ಕಾರವನ್ನು xyxy=(745,127,1314,176)
